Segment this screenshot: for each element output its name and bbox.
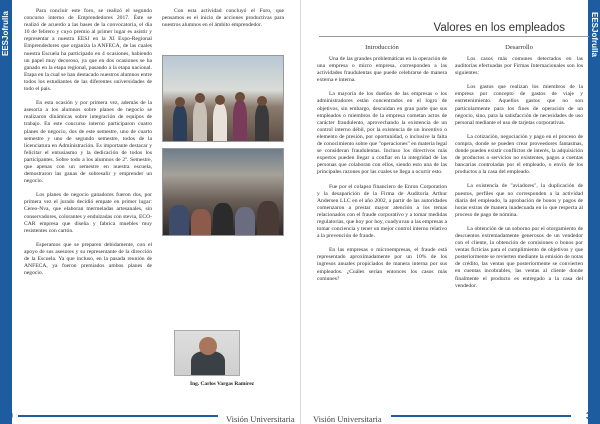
right-footer (301, 407, 600, 424)
side-tab-right (585, 0, 600, 424)
page-number-right: 31 (585, 411, 597, 422)
paragraph: Los planes de negocio ganadores fueron dos, por primera vez el jurado decidió empate en primer lugar: Cereo-Nva, que elaboran mermeladas artesanales, sin conservadores, colorantes y endulzadas con stevia, ECO-CAR empresa que diseña y fabrica muebles muy resistentes con cartón. (24, 192, 152, 234)
paragraph: La existencia de "aviadores", la duplicación de puestos, perfiles que no corresponden a la actividad diaria del empleado, la aprobación de bonos y pagos de horas extras de manera inadecuada en lo que respecta al proceso de pago de nómina. (455, 183, 583, 218)
paragraph: Para concluir este foro, se realizó el segundo concurso interno de Emprendedores 2017. Éste se realizó de acuerdo a las bases de la convocatoria, el día 10 de febrero y cuyo premio al primer lugar es asistir y representar a nuestra EESJ en la XI Expo-Regional Emprendedores que organiza la ANFECA, de las cuales nuestra Escuela ha participado en 4 ocasiones, habiendo un papel muy decoroso, ya que en dos ocasiones se ha ganado en la etapa regional, pasando a la etapa nacional. Etapa en la cual se han destacado nuestros alumnos entre todos los estudiantes de las diferentes universidades de todo el país. (24, 8, 152, 93)
heading-introduccion: Introducción (365, 44, 399, 51)
paragraph: La obtención de un soborno por el otorgamiento de descuentos extremadamente generosos de un vendedor con el cliente, la obtención de comisiones o bonos por ventas ficticias para el cumplimiento de objetivos y que posteriormente se revierten mediante la emisión de notas de crédito, las ventas que posteriormente se convierten en cuentas incobrables, las ventas al cliente donde finalmente el producto es entregado a la casa del vendedor. (455, 225, 583, 289)
paragraph: Los casos más comunes detectados en las auditorías efectuadas por Firmas Internacionales son los siguientes: (455, 56, 583, 77)
right-page (300, 0, 600, 424)
right-column-1 (317, 56, 447, 290)
paragraph: En esta ocasión y por primera vez, además de la asesoría a los alumnos sobre planes de negocio se realizaron dinámicas sobre integración de equipos de trabajo. En este concurso interno participaron cuatro planes de negocio, dos de este semestre, uno de cuarto semestre y uno de segundo semestre, todos de la licenciatura en Administración. Es importante destacar y felicitar el entusiasmo y la dedicación de todos los participantes. Sobre todo a los alumnos de 2º. Semestre, que apenas con un semestre en nuestra escuela, demostraron las ganas de sobresalir y emprender un negocio. (24, 100, 152, 185)
paragraph: Fue por el colapso financiero de Enron Corporation y la desaparición de la Firma de Auditoría Arthur Andersen LLC en el año 2002, a partir de las autoridades comenzaron a prestar mayor atención a los temas relacionados con el fraude corporativo y a tomar medidas regulatorias, que hoy por hoy, coadyuvan a las empresas a tomar conciencia y tener un mejor control interno relativo a la prevención de fraude. (317, 183, 447, 240)
left-footer (0, 407, 300, 424)
event-photo-audience (162, 148, 284, 236)
side-tab-left (0, 0, 12, 424)
paragraph: Esperamos que se preparen debidamente, con el apoyo de sus asesores y su representante de la dirección de la Escuela. Ya que incluso, en la pasada reunión de ANFECA, ya fueron premiados ambos planes de negocio. (24, 241, 152, 277)
paragraph: En las empresas o microempresas, el fraude está representado aproximadamente por un 10% de los ingresos anuales propiciados de manera interna por sus empleados. ¿Cuáles serían entonces los casos más comunes? (317, 247, 447, 282)
footer-title-left: Visión Universitaria (226, 414, 295, 424)
portrait-caption: Ing. Carlos Vargas Ramírez (190, 381, 254, 387)
article-title: Valores en los empleados (319, 22, 589, 37)
paragraph: Con esta actividad concluyó el Foro, que pensamos es el inicio de acciones productivas para nuestros alumnos en el ámbito emprendedor. (162, 8, 284, 29)
side-label-right: EESJofrulla (590, 11, 599, 57)
paragraph: Una de las grandes problemáticas en la operación de una empresa o micro empresa, corresponden a las actividades fraudulentas que puede celebrarse de manera externa e interna. (317, 56, 447, 84)
left-column-1 (24, 8, 152, 284)
paragraph: La cotización, negociación y pago en el proceso de compra, donde se pueden crear proveedores fantasmas, donde pueden existir conflictos de interés, la adquisición de productos o servicios no existentes, pagos a cuentas bancarias controladas por el empleado, o envío de los productos a la casa del empleado. (455, 133, 583, 176)
footer-title-right: Visión Universitaria (313, 414, 382, 424)
paragraph: La mayoría de los dueños de las empresas o los administradores están concentrados en el logro de objetivos, sin embargo, descuidan en gran parte que sus empleados o miembros de la empresa cometan actos de carácter fraudulento, aprovechando la existencia de un control interno débil, por la existencia de un incentivo o elemento de presión, por oportunidad, o inclusive la falta de conocimiento sobre que "operaciones" en materia legal se consideran fraudulentas. Incluso los directivos más expertos pueden llegar a confiar en la integridad de las personas que colaboran con ellos, siendo esto una de las principales razones por las cuales se llega a ocurrir esto. (317, 91, 447, 176)
paragraph: Los gastos que realizan los miembros de la empresa por concepto de gastos de viaje y entretenimiento. Aquellos gastos que no son particularmente para los fines de operación de un negocio, sino, para la satisfacción de necesidades de uso personal mediante el uso de tarjetas corporativas. (455, 84, 583, 126)
side-label-left: EESJofrulla (1, 11, 10, 57)
page-number-left: 30 (2, 411, 14, 422)
heading-desarrollo: Desarrollo (505, 44, 533, 51)
left-column-2 (162, 8, 284, 36)
event-photo-group (162, 55, 284, 142)
right-column-2 (455, 56, 583, 297)
portrait-photo (174, 330, 240, 376)
